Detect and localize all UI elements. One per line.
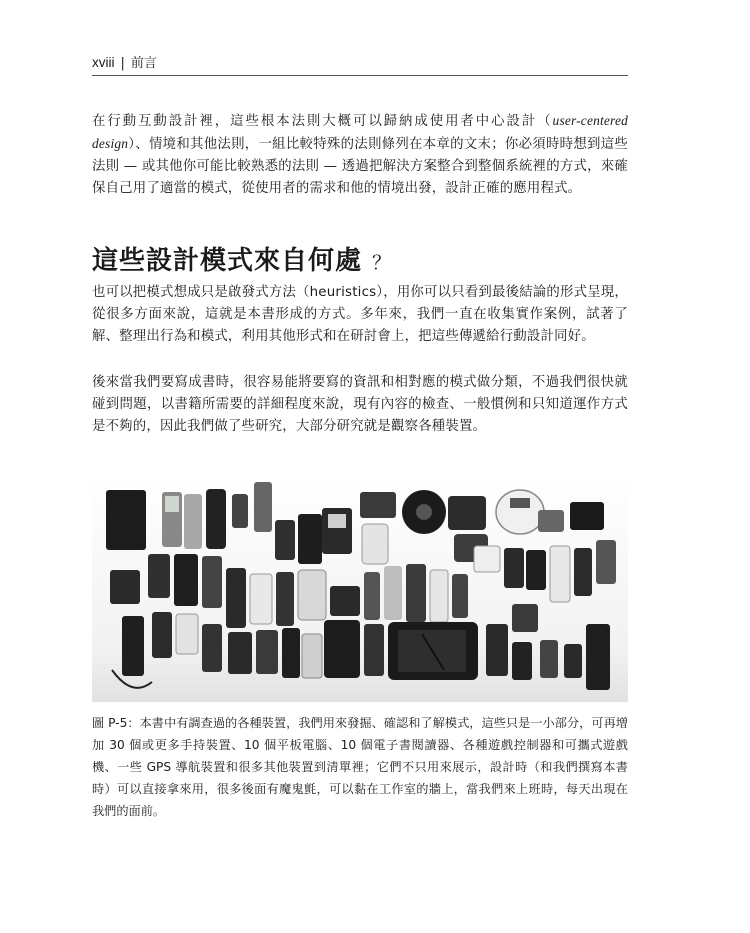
device bbox=[596, 540, 616, 584]
device bbox=[416, 504, 432, 520]
device bbox=[298, 570, 326, 620]
paragraph-1-text-b: ）、情境和其他法則，一組比較特殊的法則條列在本章的文末；你必須時時想到這些法則 — 或其他你可能比較熟悉的法則 — 透過把解決方案整合到整個系統裡的方式，來確保自己用了適當的模式，從使用者的需求和他的情境出發，設計正確的應用程式。 bbox=[92, 137, 628, 196]
section-heading-mark: ？ bbox=[372, 252, 393, 274]
device bbox=[184, 494, 202, 549]
device bbox=[512, 604, 538, 632]
device bbox=[406, 564, 426, 622]
device bbox=[275, 520, 295, 560]
device bbox=[254, 482, 272, 532]
device bbox=[106, 490, 146, 550]
device bbox=[226, 568, 246, 628]
device bbox=[282, 628, 300, 678]
device bbox=[452, 574, 468, 618]
device bbox=[152, 612, 172, 658]
device bbox=[122, 616, 144, 676]
device bbox=[148, 554, 170, 598]
device bbox=[298, 514, 322, 564]
device bbox=[570, 502, 604, 530]
device bbox=[302, 634, 322, 678]
devices-photo bbox=[92, 474, 628, 702]
device bbox=[486, 624, 508, 676]
device bbox=[504, 548, 524, 588]
paragraph-3: 後來當我們要寫成書時，很容易能將要寫的資訊和相對應的模式做分類，不過我們很快就碰到問題，以書籍所需要的詳細程度來說，現有內容的檢查、一般慣例和只知道運作方式是不夠的，因此我們做了些研究，大部分研究就是觀察各種裝置。 bbox=[92, 375, 628, 434]
device bbox=[538, 510, 564, 532]
device bbox=[364, 572, 380, 620]
section-title: 前言 bbox=[130, 56, 157, 71]
device bbox=[448, 496, 486, 530]
device bbox=[550, 546, 570, 602]
device bbox=[430, 570, 448, 622]
device bbox=[256, 630, 278, 674]
device bbox=[526, 550, 546, 590]
device bbox=[276, 572, 294, 626]
device bbox=[174, 554, 198, 606]
device bbox=[202, 624, 222, 672]
device bbox=[330, 586, 360, 616]
device bbox=[574, 548, 592, 596]
header-separator: | bbox=[120, 56, 125, 71]
device bbox=[540, 640, 558, 678]
running-header bbox=[92, 52, 628, 74]
device bbox=[202, 556, 222, 608]
device bbox=[206, 489, 226, 549]
device bbox=[232, 494, 248, 528]
device bbox=[250, 574, 272, 624]
device bbox=[586, 624, 610, 690]
device bbox=[512, 642, 532, 680]
paragraph-1 bbox=[92, 110, 628, 200]
section-heading bbox=[92, 240, 392, 277]
device bbox=[364, 624, 384, 676]
device bbox=[110, 570, 140, 604]
device bbox=[474, 546, 500, 572]
device bbox=[165, 496, 179, 512]
device bbox=[360, 492, 396, 518]
device bbox=[384, 566, 402, 620]
paragraph-1-text-a: 在行動互動設計裡，這些根本法則大概可以歸納成使用者中心設計（ bbox=[92, 114, 553, 129]
device bbox=[510, 498, 530, 508]
page-number: xviii bbox=[92, 55, 115, 70]
device bbox=[228, 632, 252, 674]
section-heading-text: 這些設計模式來自何處 bbox=[92, 246, 363, 276]
device bbox=[176, 614, 198, 654]
device bbox=[328, 514, 346, 528]
device bbox=[496, 490, 544, 534]
figure-caption: 圖 P-5：本書中有調查過的各種裝置，我們用來發掘、確認和了解模式，這些只是一小部分，可再增加 30 個或更多手持裝置、10 個平板電腦、10 個電子書閱讀器、各種遊戲控制器和可攜式遊戲機、一些 GPS 導航裝置和很多其他裝置到清單裡；它們不只用來展示，設計時（和我們撰寫本書時）可以直接拿來用，很多後面有魔鬼氈，可以黏在工作室的牆上，當我們來上班時，每天出現在我們的面前。 bbox=[92, 716, 628, 818]
paragraph-1-term: user-centered design bbox=[92, 113, 628, 151]
header-rule bbox=[92, 75, 628, 76]
device bbox=[362, 524, 388, 564]
device bbox=[564, 644, 582, 678]
device bbox=[324, 620, 360, 678]
paragraph-2: 也可以把模式想成只是啟發式方法（heuristics），用你可以只看到最後結論的形式呈現，從很多方面來說，這就是本書形成的方式。多年來，我們一直在收集實作案例，試著了解、整理出行為和模式，利用其他形式和在研討會上，把這些傳遞給行動設計同好。 bbox=[92, 285, 628, 344]
